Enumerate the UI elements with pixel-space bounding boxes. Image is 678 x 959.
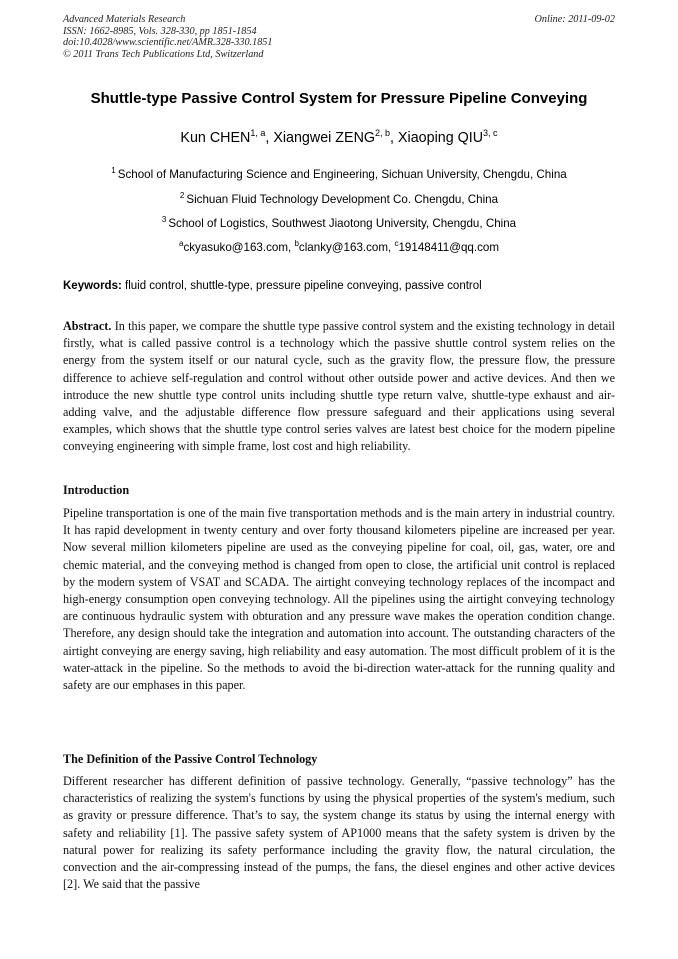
email-mark: c	[394, 239, 399, 249]
journal-name: Advanced Materials Research	[63, 14, 186, 25]
email-mark: a	[178, 239, 184, 249]
abstract-label: Abstract.	[63, 319, 112, 333]
author-name: Kun CHEN	[180, 130, 251, 146]
copyright-line: © 2011 Trans Tech Publications Ltd, Switzerland	[63, 48, 264, 60]
author-affiliation-mark: 1, a	[250, 128, 266, 139]
section-body-definition: Different researcher has different definition of passive technology. Generally, “passive technology” has the characteristics of realizing the system's functions by using the physical properties of the system's medium, such as gravity or pressure difference. That’s to say, the system change its status by using the internal energy with safety and reliability [1]. The passive safety system of AP1000 means that the safety system is driven by the natural power for realizing its safety performance including the gravity flow, the natural circulation, the convection and the air-compressing instead of the pumps, the fans, the diesel engines and other active devices [2]. We said that the passive	[63, 774, 615, 892]
author-name: Xiangwei ZENG	[273, 130, 376, 146]
keywords-text: fluid control, shuttle-type, pressure pipeline conveying, passive control	[125, 280, 482, 292]
affiliation-text: School of Manufacturing Science and Engineering, Sichuan University, Chengdu, China	[117, 168, 567, 181]
affiliation-mark: 3	[161, 215, 167, 225]
affiliation-mark: 1	[111, 166, 116, 176]
email-address: ckyasuko@163.com	[183, 241, 289, 254]
issn-line: ISSN: 1662-8985, Vols. 328-330, pp 1851-1854	[63, 25, 257, 37]
keywords-label: Keywords:	[63, 280, 122, 292]
affiliation-text: Sichuan Fluid Technology Development Co. Chengdu, China	[186, 193, 499, 206]
section-heading-introduction: Introduction	[63, 483, 130, 497]
paper-title: Shuttle-type Passive Control System for Pressure Pipeline Conveying	[90, 90, 588, 107]
abstract-text: In this paper, we compare the shuttle type passive control system and the existing technology in detail firstly, what is called passive control is a technology which the passive shuttle control system relies on the energy from the system itself or our natural cycle, such as the gravity flow, the pressure flow, the pressure difference to achieve self-regulation and control without other outside power and active devices. And then we introduce the new shuttle type control units including shuttle type return valve, shuttle-type exhaust and air-adding valve, and the adjustable difference flow pressure safeguard and their applications using several examples, which shows that the shuttle type control series valves are latest best choice for the modern pipeline conveying engineering with simple frame, lost cost and high reliability.	[63, 319, 615, 454]
email-list: $^a$ckyasuko@163.com, $^b$clanky@163.com, $^c$19148411@qq.com	[178, 239, 499, 254]
affiliation-mark: 2	[179, 191, 185, 201]
author-affiliation-mark: 3, c	[483, 128, 498, 139]
author-name: Xiaoping QIU	[398, 130, 484, 146]
author-list: Kun CHEN$^{1, a}$, Xiangwei ZENG$^{2, b}$, Xiaoping QIU$^{3, c}$	[180, 128, 498, 146]
section-heading-definition: The Definition of the Passive Control Technology	[63, 752, 318, 766]
affiliation-text: School of Logistics, Southwest Jiaotong University, Chengdu, China	[168, 217, 517, 230]
abstract	[63, 318, 615, 456]
journal-header	[63, 14, 615, 60]
author-affiliation-mark: 2, b	[375, 128, 391, 139]
affiliation	[40, 217, 638, 230]
affiliation	[40, 193, 638, 206]
section-body-introduction: Pipeline transportation is one of the main five transportation methods and is the main artery in industrial country. It has rapid development in twenty century and over forty thousand kilometers pipeline are increased per year. Now several million kilometers pipeline are used as the conveying pipeline for coal, oil, gas, water, ore and chemic material, and the conveying method is changed from open to close, the artificial unit control is replaced by the modern system of VSAT and SCADA. The airtight conveying technology replaces of the incompact and high-energy consumption open conveying technology. All the pipelines using the airtight conveying technology are continuous hydraulic system with obturation and any pressure wave makes the operation condition change. Therefore, any design should take the integration and automation into account. The outstanding characters of the airtight conveying are energy saving, high reliability and easy automation. The most difficult problem of it is the water-attack in the pipeline. So the methods to avoid the bi-direction water-attack for the running quality and safety are our emphases in this paper.	[63, 506, 615, 693]
keywords	[63, 280, 615, 292]
email-address: clanky@163.com	[298, 241, 389, 254]
email-mark: b	[294, 239, 299, 249]
email-address: 19148411@qq.com	[398, 241, 499, 254]
doi-line: doi:10.4028/www.scientific.net/AMR.328-330.1851	[63, 37, 273, 49]
online-date: Online: 2011-09-02	[534, 14, 615, 25]
affiliation	[40, 168, 638, 181]
